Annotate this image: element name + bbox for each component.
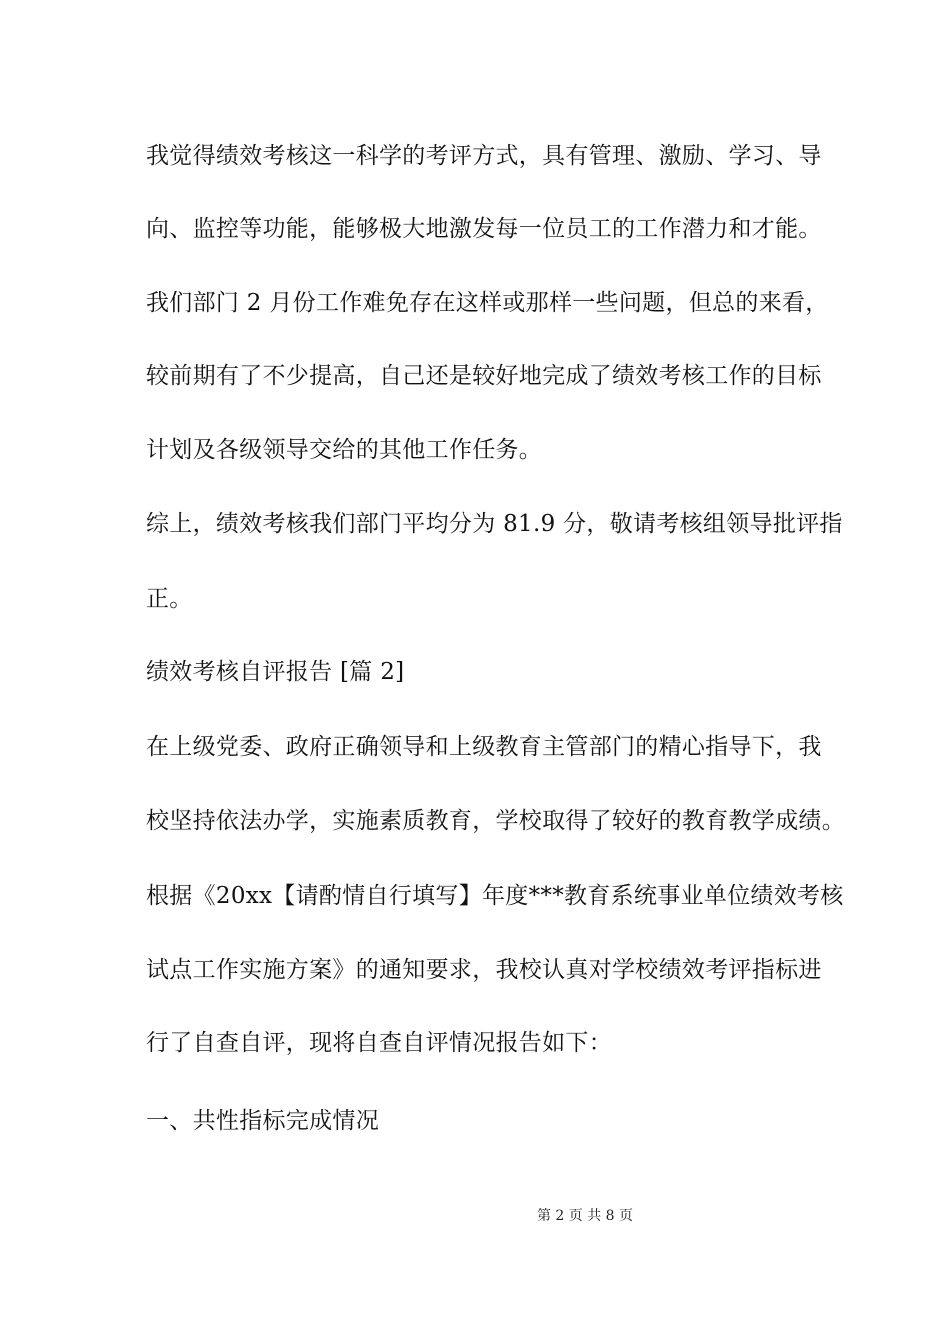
paragraph-line-3: 我们部门 2 月份工作难免存在这样或那样一些问题，但总的来看， <box>146 290 829 316</box>
paragraph-line-8: 在上级党委、政府正确领导和上级教育主管部门的精心指导下，我 <box>146 734 822 760</box>
paragraph-line-2: 向、监控等功能，能够极大地激发每一位员工的工作潜力和才能。 <box>146 216 822 242</box>
section-heading: 绩效考核自评报告 [篇 2] <box>146 659 405 685</box>
paragraph-line-11: 试点工作实施方案》的通知要求，我校认真对学校绩效考评指标进 <box>146 957 822 983</box>
paragraph-line-7: 正。 <box>146 586 193 612</box>
paragraph-line-4: 较前期有了不少提高，自己还是较好地完成了绩效考核工作的目标 <box>146 363 822 389</box>
page-number-footer: 第 2 页 共 8 页 <box>536 1208 634 1224</box>
paragraph-line-10: 根据《20xx【请酌情自行填写】年度***教育系统事业单位绩效考核 <box>146 883 844 909</box>
paragraph-line-1: 我觉得绩效考核这一科学的考评方式，具有管理、激励、学习、导 <box>146 143 822 169</box>
paragraph-line-12: 行了自查自评，现将自查自评情况报告如下： <box>146 1030 612 1056</box>
paragraph-line-9: 校坚持依法办学，实施素质教育，学校取得了较好的教育教学成绩。 <box>146 808 845 834</box>
paragraph-line-6: 综上，绩效考核我们部门平均分为 81.9 分，敬请考核组领导批评指 <box>146 511 843 537</box>
paragraph-line-5: 计划及各级领导交给的其他工作任务。 <box>146 437 543 463</box>
subsection-heading: 一、共性指标完成情况 <box>146 1108 379 1134</box>
